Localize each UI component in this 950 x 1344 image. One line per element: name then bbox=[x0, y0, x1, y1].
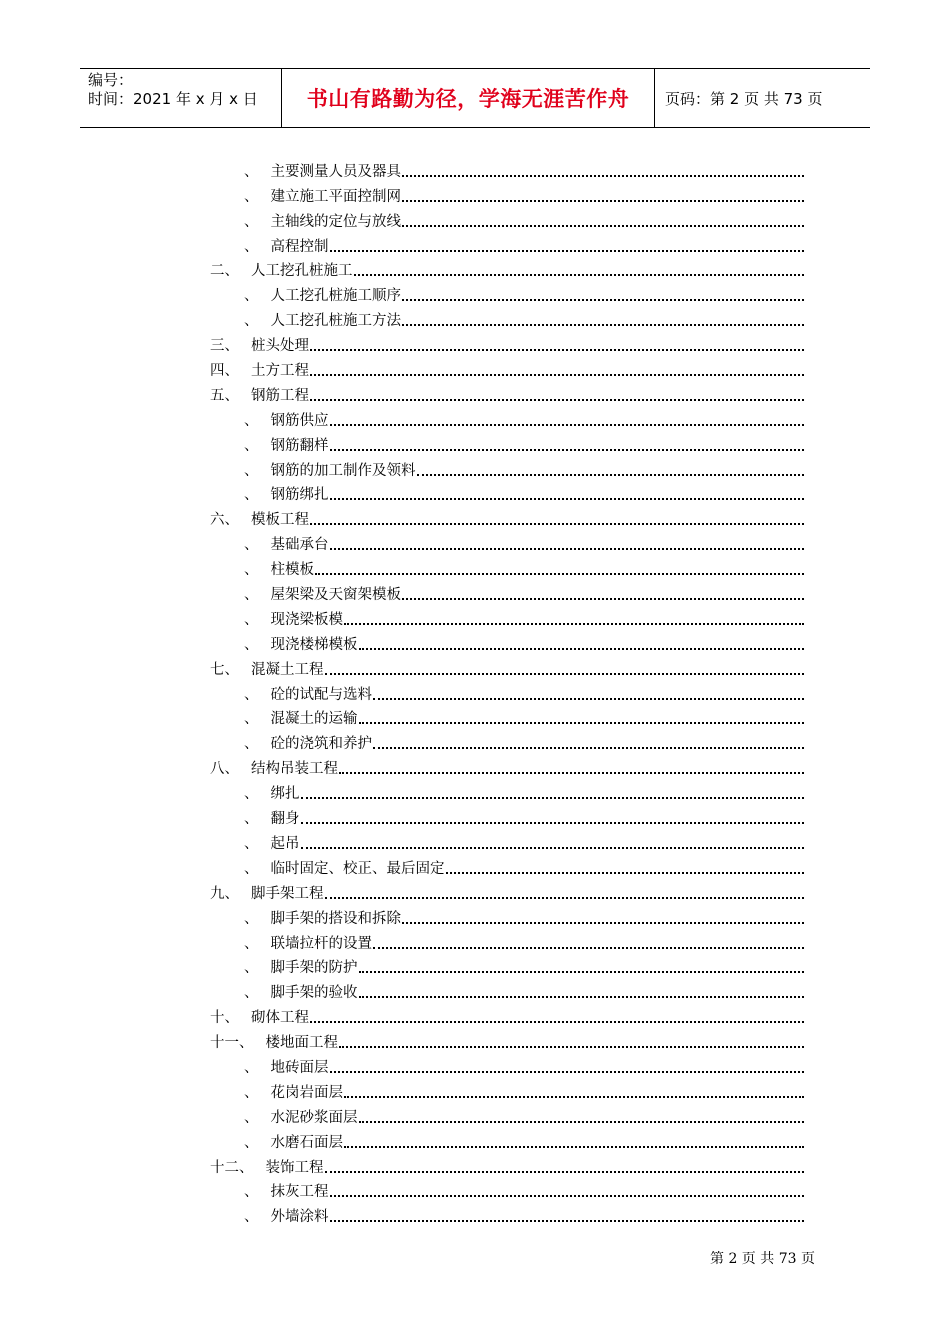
toc-entry[interactable] bbox=[210, 1201, 804, 1226]
toc-entry[interactable] bbox=[210, 1127, 804, 1152]
toc-dot-leader bbox=[310, 374, 804, 376]
toc-entry-title: 临时固定、校正、最后固定 bbox=[270, 860, 445, 877]
toc-entry-number: 、 bbox=[244, 462, 259, 479]
toc-entry-number: 、 bbox=[244, 412, 259, 429]
toc-entry-title: 砼的浇筑和养护 bbox=[270, 736, 372, 753]
toc-entry-title: 脚手架的验收 bbox=[270, 985, 358, 1002]
toc-entry-number: 、 bbox=[244, 188, 259, 205]
toc-dot-leader bbox=[359, 722, 805, 724]
toc-dot-leader bbox=[359, 648, 805, 650]
toc-entry[interactable] bbox=[210, 753, 804, 778]
toc-entry[interactable] bbox=[210, 305, 804, 330]
toc-entry-number: 、 bbox=[244, 985, 259, 1002]
toc-entry-title: 土方工程 bbox=[251, 363, 309, 380]
toc-entry[interactable] bbox=[210, 156, 804, 181]
toc-dot-leader bbox=[330, 548, 805, 550]
header-motto: 书山有路勤为径，学海无涯苦作舟 bbox=[282, 69, 655, 127]
toc-dot-leader bbox=[310, 1021, 804, 1023]
toc-entry-title: 主要测量人员及器具 bbox=[270, 163, 401, 180]
header-meta bbox=[80, 69, 282, 127]
toc-entry-number: 、 bbox=[244, 238, 259, 255]
toc-entry-title: 钢筋供应 bbox=[270, 412, 329, 429]
toc-dot-leader bbox=[325, 1171, 805, 1173]
toc-entry-title: 混凝土的运输 bbox=[270, 711, 358, 728]
toc-entry[interactable] bbox=[210, 231, 804, 256]
toc-entry-title: 脚手架的搭设和拆除 bbox=[270, 910, 401, 927]
toc-entry-number: 、 bbox=[244, 1209, 259, 1226]
toc-entry-number: 二、 bbox=[210, 263, 239, 280]
toc-entry-number: 、 bbox=[244, 537, 259, 554]
toc-entry[interactable] bbox=[210, 778, 804, 803]
toc-entry-number: 七、 bbox=[210, 661, 239, 678]
toc-dot-leader bbox=[402, 324, 804, 326]
toc-entry-title: 钢筋翻样 bbox=[270, 437, 329, 454]
toc-entry[interactable] bbox=[210, 455, 804, 480]
toc-entry-title: 砼的试配与选料 bbox=[270, 686, 372, 703]
toc-entry-title: 外墙涂料 bbox=[270, 1209, 329, 1226]
toc-entry-title: 起吊 bbox=[270, 835, 300, 852]
toc-entry-title: 抹灰工程 bbox=[270, 1184, 329, 1201]
toc-entry-number: 、 bbox=[244, 935, 259, 952]
toc-entry-number: 、 bbox=[244, 711, 259, 728]
toc-entry-number: 、 bbox=[244, 611, 259, 628]
toc-dot-leader bbox=[339, 772, 804, 774]
toc-entry[interactable] bbox=[210, 380, 804, 405]
toc-entry-number: 十二、 bbox=[210, 1159, 254, 1176]
toc-dot-leader bbox=[301, 822, 805, 824]
toc-entry[interactable] bbox=[210, 1177, 804, 1202]
toc-entry[interactable] bbox=[210, 1002, 804, 1027]
toc-entry-number: 、 bbox=[244, 1059, 259, 1076]
header-time-label: 时间：2021 年 x 月 x 日 bbox=[88, 90, 258, 108]
toc-entry[interactable] bbox=[210, 1027, 804, 1052]
toc-entry[interactable] bbox=[210, 405, 804, 430]
toc-entry-number: 、 bbox=[244, 786, 259, 803]
toc-entry[interactable] bbox=[210, 728, 804, 753]
toc-entry[interactable] bbox=[210, 654, 804, 679]
header-page-info: 页码：第 2 页 共 73 页 bbox=[665, 89, 823, 108]
toc-entry[interactable] bbox=[210, 604, 804, 629]
toc-entry[interactable] bbox=[210, 206, 804, 231]
toc-entry-title: 现浇梁板模 bbox=[270, 611, 343, 628]
toc-entry-number: 、 bbox=[244, 313, 259, 330]
toc-dot-leader bbox=[310, 523, 804, 525]
toc-entry-title: 模板工程 bbox=[251, 512, 309, 529]
toc-entry-number: 十、 bbox=[210, 1010, 239, 1027]
toc-dot-leader bbox=[359, 971, 805, 973]
toc-entry-title: 钢筋工程 bbox=[251, 387, 309, 404]
toc-dot-leader bbox=[330, 1220, 805, 1222]
toc-dot-leader bbox=[344, 1146, 804, 1148]
toc-dot-leader bbox=[373, 947, 804, 949]
toc-entry-number: 、 bbox=[244, 213, 259, 230]
toc-entry[interactable] bbox=[210, 803, 804, 828]
toc-entry-number: 五、 bbox=[210, 387, 239, 404]
toc-dot-leader bbox=[402, 598, 804, 600]
toc-entry[interactable] bbox=[210, 853, 804, 878]
toc-entry-number: 、 bbox=[244, 811, 259, 828]
toc-entry[interactable] bbox=[210, 1052, 804, 1077]
toc-entry-number: 、 bbox=[244, 562, 259, 579]
toc-entry-number: 十一、 bbox=[210, 1035, 254, 1052]
toc-dot-leader bbox=[301, 847, 805, 849]
toc-entry-number: 、 bbox=[244, 437, 259, 454]
toc-entry[interactable] bbox=[210, 256, 804, 281]
toc-entry-number: 、 bbox=[244, 1134, 259, 1151]
header-number-label: 编号： bbox=[88, 71, 134, 89]
toc-dot-leader bbox=[402, 225, 804, 227]
toc-entry-title: 人工挖孔桩施工方法 bbox=[270, 313, 401, 330]
toc-entry[interactable] bbox=[210, 1152, 804, 1177]
toc-dot-leader bbox=[354, 274, 805, 276]
toc-dot-leader bbox=[310, 349, 804, 351]
toc-entry-title: 联墙拉杆的设置 bbox=[270, 935, 372, 952]
toc-entry-number: 、 bbox=[244, 860, 259, 877]
page-header bbox=[80, 68, 870, 128]
toc-entry-title: 桩头处理 bbox=[251, 338, 309, 355]
toc-dot-leader bbox=[315, 573, 804, 575]
toc-entry-number: 、 bbox=[244, 1084, 259, 1101]
toc-entry-title: 主轴线的定位与放线 bbox=[270, 213, 401, 230]
toc-entry[interactable] bbox=[210, 704, 804, 729]
page-footer: 第 2 页 共 73 页 bbox=[710, 1251, 815, 1267]
toc-entry-title: 脚手架的防护 bbox=[270, 960, 358, 977]
toc-entry-title: 脚手架工程 bbox=[251, 885, 324, 902]
toc-dot-leader bbox=[402, 299, 804, 301]
toc-entry[interactable] bbox=[210, 878, 804, 903]
toc-entry[interactable] bbox=[210, 1102, 804, 1127]
toc-dot-leader bbox=[310, 399, 804, 401]
toc-entry-number: 、 bbox=[244, 960, 259, 977]
toc-dot-leader bbox=[373, 747, 804, 749]
toc-dot-leader bbox=[344, 623, 804, 625]
toc-entry-title: 楼地面工程 bbox=[265, 1035, 338, 1052]
toc-dot-leader bbox=[359, 996, 805, 998]
toc-dot-leader bbox=[339, 1046, 804, 1048]
toc-entry-number: 、 bbox=[244, 1184, 259, 1201]
toc-entry[interactable] bbox=[210, 1077, 804, 1102]
toc-entry-number: 、 bbox=[244, 288, 259, 305]
toc-dot-leader bbox=[373, 698, 804, 700]
toc-entry-title: 地砖面层 bbox=[270, 1059, 329, 1076]
toc-entry[interactable] bbox=[210, 330, 804, 355]
toc-dot-leader bbox=[325, 673, 805, 675]
toc-entry-title: 水泥砂浆面层 bbox=[270, 1109, 358, 1126]
toc-dot-leader bbox=[330, 1195, 805, 1197]
toc-entry-number: 、 bbox=[244, 487, 259, 504]
toc-entry-title: 钢筋的加工制作及领料 bbox=[270, 462, 416, 479]
toc-dot-leader bbox=[402, 922, 804, 924]
toc-entry[interactable] bbox=[210, 953, 804, 978]
toc-entry-title: 柱模板 bbox=[270, 562, 314, 579]
toc-entry[interactable] bbox=[210, 430, 804, 455]
toc-dot-leader bbox=[446, 872, 805, 874]
toc-entry-title: 基础承台 bbox=[270, 537, 329, 554]
toc-entry-number: 、 bbox=[244, 1109, 259, 1126]
toc-dot-leader bbox=[359, 1121, 805, 1123]
toc-entry-title: 高程控制 bbox=[270, 238, 329, 255]
toc-entry[interactable] bbox=[210, 828, 804, 853]
toc-entry-number: 、 bbox=[244, 163, 259, 180]
toc-dot-leader bbox=[325, 897, 805, 899]
toc-entry-title: 装饰工程 bbox=[265, 1159, 324, 1176]
toc-entry-title: 人工挖孔桩施工顺序 bbox=[270, 288, 401, 305]
toc-dot-leader bbox=[402, 200, 804, 202]
toc-entry-title: 绑扎 bbox=[270, 786, 300, 803]
toc-entry-title: 人工挖孔桩施工 bbox=[251, 263, 353, 280]
toc-entry[interactable] bbox=[210, 529, 804, 554]
toc-entry-number: 、 bbox=[244, 636, 259, 653]
toc-entry-title: 砌体工程 bbox=[251, 1010, 309, 1027]
toc-dot-leader bbox=[330, 250, 805, 252]
toc-entry-number: 九、 bbox=[210, 885, 239, 902]
toc-entry[interactable] bbox=[210, 181, 804, 206]
toc-dot-leader bbox=[330, 1071, 805, 1073]
toc-entry[interactable] bbox=[210, 679, 804, 704]
toc-entry-title: 建立施工平面控制网 bbox=[270, 188, 401, 205]
toc-dot-leader bbox=[417, 474, 805, 476]
toc-entry-title: 翻身 bbox=[270, 811, 300, 828]
toc-entry-number: 、 bbox=[244, 910, 259, 927]
toc-entry[interactable] bbox=[210, 554, 804, 579]
toc-dot-leader bbox=[301, 797, 805, 799]
toc-dot-leader bbox=[344, 1096, 804, 1098]
toc-entry-title: 现浇楼梯模板 bbox=[270, 636, 358, 653]
table-of-contents bbox=[210, 156, 804, 1226]
toc-entry[interactable] bbox=[210, 629, 804, 654]
toc-dot-leader bbox=[330, 498, 805, 500]
toc-entry-number: 四、 bbox=[210, 363, 239, 380]
toc-entry[interactable] bbox=[210, 480, 804, 505]
toc-entry[interactable] bbox=[210, 928, 804, 953]
toc-entry-number: 、 bbox=[244, 736, 259, 753]
toc-entry-title: 水磨石面层 bbox=[270, 1134, 343, 1151]
toc-entry[interactable] bbox=[210, 280, 804, 305]
toc-entry-title: 花岗岩面层 bbox=[270, 1084, 343, 1101]
toc-entry[interactable] bbox=[210, 355, 804, 380]
toc-entry-title: 结构吊装工程 bbox=[251, 761, 338, 778]
toc-entry[interactable] bbox=[210, 504, 804, 529]
toc-entry-title: 屋架梁及天窗架模板 bbox=[270, 587, 401, 604]
toc-dot-leader bbox=[402, 175, 804, 177]
toc-entry-title: 混凝土工程 bbox=[251, 661, 324, 678]
toc-entry-number: 、 bbox=[244, 686, 259, 703]
toc-entry-number: 、 bbox=[244, 587, 259, 604]
toc-entry[interactable] bbox=[210, 903, 804, 928]
toc-entry-title: 钢筋绑扎 bbox=[270, 487, 329, 504]
toc-dot-leader bbox=[330, 424, 805, 426]
toc-entry-number: 三、 bbox=[210, 338, 239, 355]
toc-entry-number: 八、 bbox=[210, 761, 239, 778]
toc-dot-leader bbox=[330, 449, 805, 451]
toc-entry-number: 、 bbox=[244, 835, 259, 852]
toc-entry[interactable] bbox=[210, 579, 804, 604]
toc-entry-number: 六、 bbox=[210, 512, 239, 529]
toc-entry[interactable] bbox=[210, 977, 804, 1002]
